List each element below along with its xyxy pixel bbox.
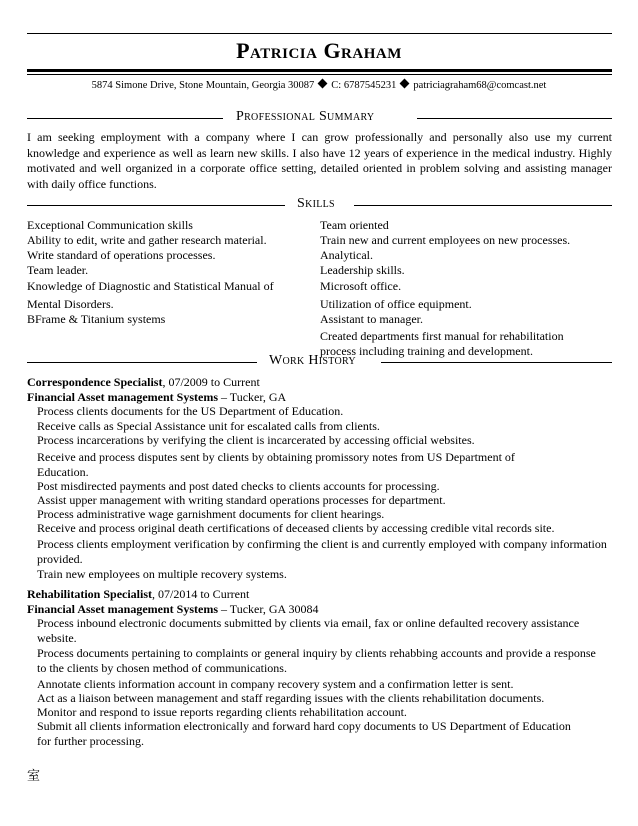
diamond-icon xyxy=(400,79,410,89)
email: patriciagraham68@comcast.net xyxy=(413,80,547,91)
phone: C: 6787545231 xyxy=(331,80,397,91)
job-company: Financial Asset management Systems xyxy=(27,390,218,404)
skill-item: Team leader. xyxy=(27,263,89,277)
skill-item: process including training and development. xyxy=(320,344,533,358)
job-title-line xyxy=(27,587,249,602)
skill-item: Team oriented xyxy=(320,218,389,232)
candidate-name: Patricia Graham xyxy=(236,38,402,63)
job-bullet: Receive calls as Special Assistance unit for escalated calls from clients. xyxy=(37,419,380,433)
skill-item: Exceptional Communication skills xyxy=(27,218,193,232)
summary-text: I am seeking employment with a company where I can grow professionally and personally also use my current knowledge and experience as well as learn new skills. I also have 12 years of experience in the medical industry. Highly motivated and well organized in a corporate office setting, detailed oriented in problem solving and assisting manager with daily office functions. xyxy=(27,130,612,191)
job-bullet: Process clients employment verification by confirming the client is and currently employed with company information provided. xyxy=(37,537,607,566)
skills-heading: Skills xyxy=(297,196,335,211)
job-location: – Tucker, GA 30084 xyxy=(218,602,319,616)
job-bullet: Assist upper management with writing standard operations processes for department. xyxy=(37,493,446,507)
job-bullet: Process inbound electronic documents submitted by clients via email, fax or online defaulted recovery assistance website. xyxy=(37,616,580,645)
job-title: Rehabilitation Specialist xyxy=(27,587,153,601)
name-underline-thick xyxy=(27,69,612,72)
work-rule-left xyxy=(27,362,257,363)
work-heading: Work History xyxy=(269,353,356,368)
summary-rule-right xyxy=(417,118,612,119)
job-company-line xyxy=(27,602,319,617)
job-title: Correspondence Specialist xyxy=(27,375,163,389)
job-location: – Tucker, GA xyxy=(218,390,287,404)
contact-line xyxy=(0,80,638,91)
job-bullet: Process administrative wage garnishment documents for client hearings. xyxy=(37,507,385,521)
skill-item: Write standard of operations processes. xyxy=(27,248,216,262)
name-underline-thin xyxy=(27,74,612,75)
skill-item: BFrame & Titanium systems xyxy=(27,312,166,326)
diamond-icon xyxy=(318,79,328,89)
skills-rule-left xyxy=(27,205,285,206)
job-dates: , 07/2014 to Current xyxy=(152,587,250,601)
skill-item: Analytical. xyxy=(320,248,373,262)
job-title-line xyxy=(27,375,260,390)
address: 5874 Simone Drive, Stone Mountain, Georgia 30087 xyxy=(91,80,315,91)
skill-item: Assistant to manager. xyxy=(320,312,423,326)
skills-rule-right xyxy=(354,205,612,206)
job-bullet: Process incarcerations by verifying the client is incarcerated by accessing official websites. xyxy=(37,433,475,447)
job-bullet: Process clients documents for the US Department of Education. xyxy=(37,404,344,418)
job-dates: , 07/2009 to Current xyxy=(162,375,260,389)
job-bullet: Monitor and respond to issue reports regarding clients rehabilitation account. xyxy=(37,705,407,719)
top-rule xyxy=(27,33,612,34)
skill-item: Utilization of office equipment. xyxy=(320,297,472,311)
skill-item: Knowledge of Diagnostic and Statistical Manual of xyxy=(27,279,274,293)
job-bullet: Receive and process disputes sent by clients by obtaining promissory notes from US Department of Education. xyxy=(37,450,515,479)
job-bullet: Process documents pertaining to complaints or general inquiry by clients rehabbing accounts and provide a response to the clients by chosen method of communications. xyxy=(37,646,596,675)
skill-item: Train new and current employees on new processes. xyxy=(320,233,571,247)
job-company-line xyxy=(27,390,286,405)
skill-item: Mental Disorders. xyxy=(27,297,114,311)
skill-item: Leadership skills. xyxy=(320,263,405,277)
skills-right-column xyxy=(320,218,570,359)
job-bullet: Receive and process original death certifications of deceased clients by accessing credible vital records site. xyxy=(37,521,555,535)
footer-glyph: 室 xyxy=(27,768,41,783)
skill-item: Created departments first manual for rehabilitation xyxy=(320,329,564,343)
job-bullet: Post misdirected payments and post dated checks to clients accounts for processing. xyxy=(37,479,440,493)
job-bullet: Annotate clients information account in company recovery system and a confirmation letter is sent. xyxy=(37,677,514,691)
work-rule-right xyxy=(381,362,612,363)
skills-left-column xyxy=(27,218,274,327)
job-bullet: Act as a liaison between management and staff regarding issues with the clients rehabilitation documents. xyxy=(37,691,545,705)
job-company: Financial Asset management Systems xyxy=(27,602,218,616)
job-bullet: Train new employees on multiple recovery systems. xyxy=(37,567,287,581)
skill-item: Microsoft office. xyxy=(320,279,402,293)
skill-item: Ability to edit, write and gather research material. xyxy=(27,233,267,247)
summary-rule-left xyxy=(27,118,223,119)
job-bullet: Submit all clients information electronically and forward hard copy documents to US Department of Education for further processing. xyxy=(37,719,571,748)
summary-heading: Professional Summary xyxy=(236,109,375,124)
